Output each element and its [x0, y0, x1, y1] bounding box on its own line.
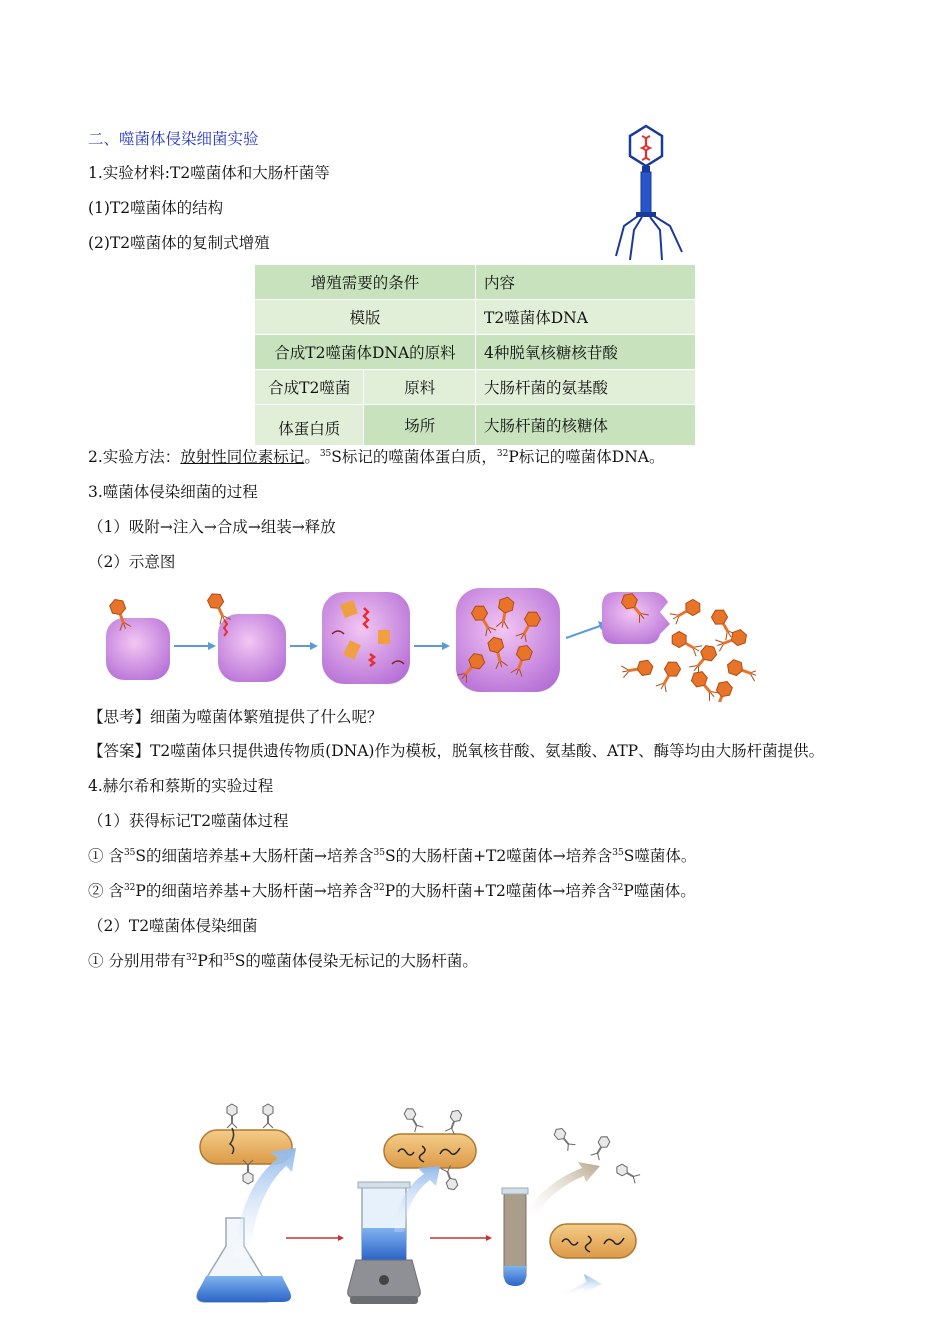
- answer-line: 【答案】T2噬菌体只提供遗传物质(DNA)作为模板，脱氧核苷酸、氨基酸、ATP、酶等均由大肠杆菌提供。: [88, 742, 825, 760]
- mass-number: 35: [373, 848, 385, 858]
- mass-number: 32: [373, 883, 385, 893]
- structure-line: (1)T2噬菌体的结构: [88, 199, 224, 217]
- step-text: S的细菌培养基+大肠杆菌→培养含: [135, 847, 374, 865]
- step-text: ① 含: [88, 847, 124, 865]
- experiment-title: 4.赫尔希和蔡斯的实验过程: [88, 777, 274, 795]
- phosphorus-step: [88, 881, 696, 901]
- table-cell: 合成T2噬菌: [255, 370, 364, 405]
- table-row: [255, 405, 696, 446]
- step-text: P噬菌体。: [623, 882, 696, 900]
- mass-number: 35: [123, 848, 136, 858]
- table-cell: 4种脱氧核糖核苷酸: [476, 335, 696, 370]
- mass-number: 32: [123, 883, 136, 893]
- mass-number: 35: [612, 848, 624, 858]
- sulfur-text: S标记的噬菌体蛋白质，: [331, 448, 497, 466]
- mass-number: 32: [185, 953, 198, 963]
- table-cell: 原料: [364, 370, 476, 405]
- phage-structure-figure: [610, 122, 690, 262]
- think-line: 【思考】细菌为噬菌体繁殖提供了什么呢？: [88, 708, 383, 726]
- step-text: P的大肠杆菌+T2噬菌体→培养含: [384, 882, 612, 900]
- section-title: 二、噬菌体侵染细菌实验: [88, 130, 259, 148]
- diagram-label: （2）示意图: [88, 553, 176, 571]
- step-text: S的大肠杆菌+T2噬菌体→培养含: [384, 847, 613, 865]
- step-text: ② 含: [88, 882, 124, 900]
- table-row: [255, 265, 696, 300]
- table-row: [255, 370, 696, 405]
- table-cell: 体蛋白质: [255, 405, 364, 446]
- table-cell: 大肠杆菌的氨基酸: [476, 370, 696, 405]
- table-cell: 场所: [364, 405, 476, 446]
- table-row: [255, 300, 696, 335]
- method-name: 放射性同位素标记: [180, 448, 305, 466]
- table-header-cell: 内容: [476, 265, 696, 300]
- mass-number: 32: [611, 883, 624, 893]
- method-prefix: 2.实验方法：: [88, 448, 181, 466]
- infection-process-figure: [96, 584, 756, 702]
- mass-number: 35: [223, 953, 235, 963]
- table-cell: 模版: [255, 300, 476, 335]
- materials-line: 1.实验材料:T2噬菌体和大肠杆菌等: [88, 164, 330, 182]
- phosphorus-text: P标记的噬菌体DNA。: [508, 448, 665, 466]
- process-title: 3.噬菌体侵染细菌的过程: [88, 483, 258, 501]
- table-header-cell: 增殖需要的条件: [255, 265, 476, 300]
- infection-step: [88, 951, 478, 971]
- mass-number: 32: [496, 449, 509, 459]
- table-row: [255, 335, 696, 370]
- replication-line: (2)T2噬菌体的复制式增殖: [88, 234, 270, 252]
- mass-number: 35: [319, 449, 332, 459]
- hershey-chase-figure: [190, 1100, 650, 1314]
- labeling-title: （1）获得标记T2噬菌体过程: [88, 812, 289, 830]
- step-text: S的噬菌体侵染无标记的大肠杆菌。: [234, 952, 478, 970]
- method-line: 2.实验方法：放射性同位素标记。$^{35}$S标记的噬菌体蛋白质，$^{32}$P标记的噬菌体DNA。: [88, 448, 665, 466]
- step-text: P的细菌培养基+大肠杆菌→培养含: [135, 882, 374, 900]
- table-cell: 大肠杆菌的核糖体: [476, 405, 696, 446]
- step-text: S噬菌体。: [623, 847, 697, 865]
- step-text: P和: [197, 952, 224, 970]
- infection-title: （2）T2噬菌体侵染细菌: [88, 917, 258, 935]
- table-cell: 合成T2噬菌体DNA的原料: [255, 335, 476, 370]
- step-text: ① 分别用带有: [88, 952, 186, 970]
- replication-table: [254, 264, 696, 446]
- table-cell: T2噬菌体DNA: [476, 300, 696, 335]
- process-steps: （1）吸附→注入→合成→组装→释放: [88, 518, 336, 536]
- sulfur-step: [88, 846, 696, 866]
